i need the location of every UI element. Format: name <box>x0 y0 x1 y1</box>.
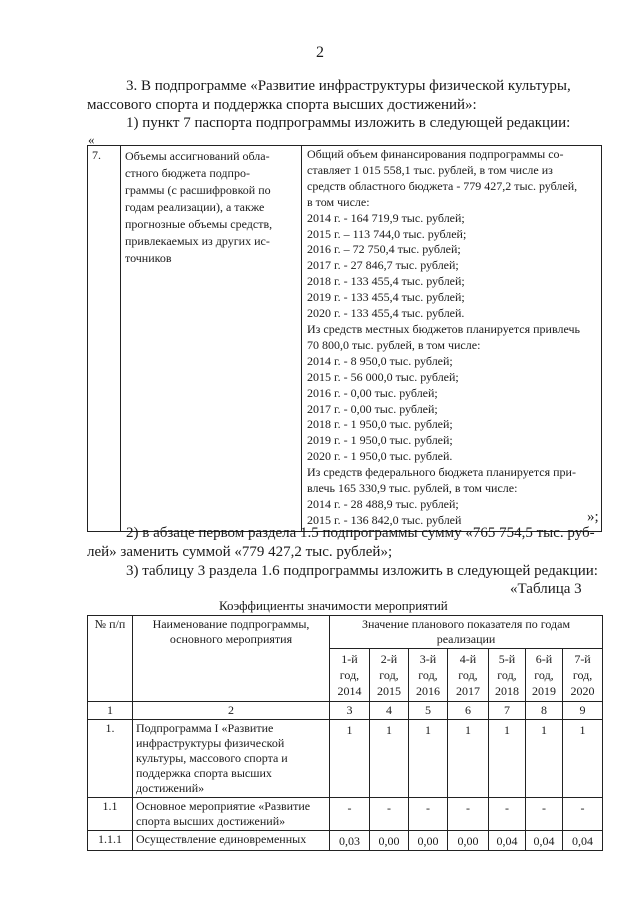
item-2-line-1: 2) в абзаце первом раздела 1.5 подпрограммы сумму «765 754,5 тыс. руб- <box>126 525 595 541</box>
item-3-line: 3) таблицу 3 раздела 1.6 подпрограммы изложить в следующей редакции: <box>126 563 598 579</box>
column-number: 3 <box>330 702 370 720</box>
passport-table <box>87 145 602 532</box>
year-header: 1-й год, 2014 <box>330 649 370 702</box>
row-value: 1 <box>489 720 526 798</box>
year-header: 5-й год, 2018 <box>489 649 526 702</box>
content-line: 2019 г. - 133 455,4 тыс. рублей; <box>307 290 465 305</box>
table-title: Коэффициенты значимости мероприятий <box>219 598 448 613</box>
table-3-label: «Таблица 3 <box>510 581 582 597</box>
column-number: 6 <box>448 702 489 720</box>
row-value: 1 <box>563 720 603 798</box>
open-quote: « <box>88 132 95 147</box>
table-row <box>88 831 603 851</box>
label-line: годам реализации), а также <box>125 200 265 214</box>
content-line: 2018 г. - 133 455,4 тыс. рублей; <box>307 274 465 289</box>
passport-row <box>88 146 602 532</box>
row-value: 1 <box>448 720 489 798</box>
content-line: 2014 г. - 164 719,9 тыс. рублей; <box>307 210 465 225</box>
column-number: 8 <box>526 702 563 720</box>
section-3-line-3: 1) пункт 7 паспорта подпрограммы изложить в следующей редакции: <box>126 115 571 131</box>
content-line: Из средств федерального бюджета планируется при- <box>307 465 576 480</box>
passport-row-label <box>121 146 302 532</box>
header-name: Наименование подпрограммы, основного мероприятия <box>133 616 330 702</box>
close-quote: »; <box>587 509 599 525</box>
row-value: 1 <box>526 720 563 798</box>
label-line: прогнозные объемы средств, <box>125 217 273 231</box>
row-number: 1. <box>88 720 133 798</box>
row-value: - <box>409 798 448 831</box>
content-line: ставляет 1 015 558,1 тыс. рублей, в том числе из <box>307 162 553 177</box>
section-3-line-2: массового спорта и поддержка спорта высших достижений»: <box>87 97 477 113</box>
year-header: 2-й год, 2015 <box>370 649 409 702</box>
content-line: 2019 г. - 1 950,0 тыс. рублей; <box>307 433 453 448</box>
row-value: 0,04 <box>526 831 563 851</box>
content-line: 2016 г. – 72 750,4 тыс. рублей; <box>307 242 461 257</box>
column-number: 5 <box>409 702 448 720</box>
content-line: 2020 г. - 133 455,4 тыс. рублей. <box>307 306 465 321</box>
column-number: 1 <box>88 702 133 720</box>
section-3-line-1: 3. В подпрограмме «Развитие инфраструктуры физической культуры, <box>126 78 571 94</box>
row-value: - <box>448 798 489 831</box>
row-number: 1.1.1 <box>88 831 133 851</box>
label-line: стного бюджета подпро- <box>125 166 250 180</box>
content-line: 2015 г. - 136 842,0 тыс. рублей <box>307 512 462 527</box>
content-line: 2015 г. – 113 744,0 тыс. рублей; <box>307 226 467 241</box>
column-number: 2 <box>133 702 330 720</box>
row-value: - <box>330 798 370 831</box>
column-number: 9 <box>563 702 603 720</box>
content-line: 70 800,0 тыс. рублей, в том числе: <box>307 337 481 352</box>
row-number: 1.1 <box>88 798 133 831</box>
page-number: 2 <box>316 44 324 61</box>
row-name: Подпрограмма I «Развитие инфраструктуры физической культуры, массового спорта и поддержка спорта высших достижений» <box>133 720 330 798</box>
row-value: 0,00 <box>370 831 409 851</box>
header-number: № п/п <box>88 616 133 702</box>
content-line: средств областного бюджета - 779 427,2 тыс. рублей, <box>307 178 578 193</box>
column-number: 7 <box>489 702 526 720</box>
coefficients-table <box>87 615 603 851</box>
label-line: Объемы ассигнований обла- <box>125 149 270 163</box>
content-line: 2020 г. - 1 950,0 тыс. рублей. <box>307 449 453 464</box>
content-line: 2016 г. - 0,00 тыс. рублей; <box>307 385 438 400</box>
row-value: - <box>563 798 603 831</box>
row-value: - <box>489 798 526 831</box>
content-line: 2014 г. - 8 950,0 тыс. рублей; <box>307 353 453 368</box>
row-value: 0,04 <box>563 831 603 851</box>
column-numbers-row <box>88 702 603 720</box>
row-name: Основное мероприятие «Развитие спорта высших достижений» <box>133 798 330 831</box>
row-value: 1 <box>370 720 409 798</box>
content-line: Общий объем финансирования подпрограммы со- <box>307 147 564 161</box>
row-value: - <box>526 798 563 831</box>
row-value: 1 <box>409 720 448 798</box>
header-row <box>88 616 603 649</box>
row-value: 1 <box>330 720 370 798</box>
content-line: Из средств местных бюджетов планируется привлечь <box>307 321 580 336</box>
row-value: 0,00 <box>448 831 489 851</box>
content-line: 2014 г. - 28 488,9 тыс. рублей; <box>307 496 459 511</box>
content-line: 2018 г. - 1 950,0 тыс. рублей; <box>307 417 453 432</box>
table-row <box>88 720 603 798</box>
passport-row-number: 7. <box>88 146 121 532</box>
column-number: 4 <box>370 702 409 720</box>
label-line: точников <box>125 251 172 265</box>
content-line: 2017 г. - 27 846,7 тыс. рублей; <box>307 258 459 273</box>
header-values: Значение планового показателя по годам реализации <box>330 616 603 649</box>
year-header: 6-й год, 2019 <box>526 649 563 702</box>
year-header: 3-й год, 2016 <box>409 649 448 702</box>
content-line: в том числе: <box>307 194 370 209</box>
row-value: 0,00 <box>409 831 448 851</box>
label-line: граммы (с расшифровкой по <box>125 183 271 197</box>
label-line: привлекаемых из других ис- <box>125 234 270 248</box>
passport-row-content <box>302 146 602 532</box>
year-header: 7-й год, 2020 <box>563 649 603 702</box>
content-line: влечь 165 330,9 тыс. рублей, в том числе: <box>307 481 518 496</box>
item-2-line-2: лей» заменить суммой «779 427,2 тыс. рублей»; <box>87 544 393 560</box>
content-line: 2017 г. - 0,00 тыс. рублей; <box>307 401 438 416</box>
row-value: 0,04 <box>489 831 526 851</box>
row-name: Осуществление единовременных <box>133 831 330 851</box>
row-value: - <box>370 798 409 831</box>
table-row <box>88 798 603 831</box>
row-value: 0,03 <box>330 831 370 851</box>
content-line: 2015 г. - 56 000,0 тыс. рублей; <box>307 369 459 384</box>
year-header: 4-й год, 2017 <box>448 649 489 702</box>
